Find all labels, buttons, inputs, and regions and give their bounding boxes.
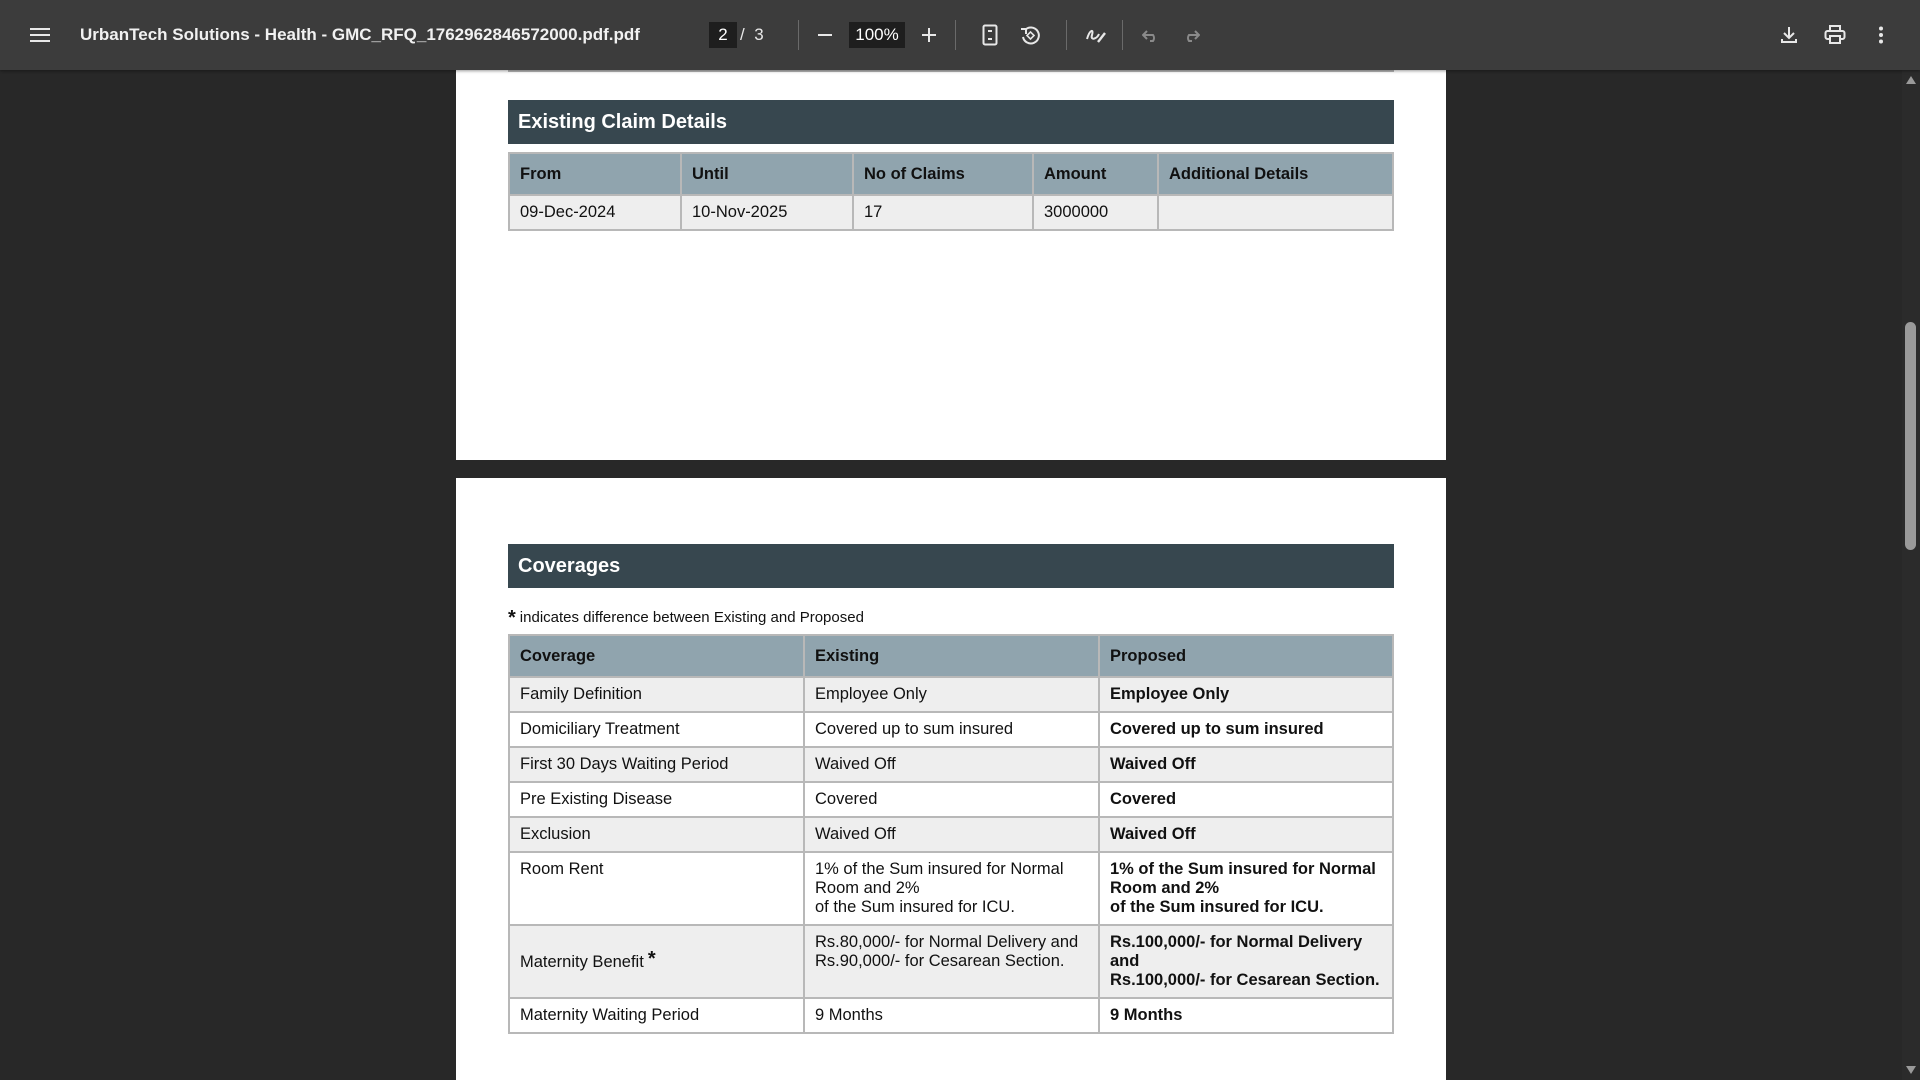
table-row: [509, 195, 1393, 230]
toolbar-divider: [1122, 20, 1123, 50]
zoom-in-icon[interactable]: [914, 20, 944, 50]
claim-until: 10-Nov-2025: [681, 195, 853, 230]
table-row: [509, 817, 1393, 852]
coverage-existing: Waived Off: [804, 817, 1099, 852]
document-title: UrbanTech Solutions - Health - GMC_RFQ_1762962846572000.pdf.pdf: [80, 25, 640, 44]
coverage-name: First 30 Days Waiting Period: [509, 747, 804, 782]
table-row: [509, 782, 1393, 817]
coverage-name: Pre Existing Disease: [509, 782, 804, 817]
zoom-level-input[interactable]: 100%: [849, 22, 905, 48]
column-header: Proposed: [1099, 635, 1393, 677]
coverage-name: Exclusion: [509, 817, 804, 852]
scrollbar-thumb[interactable]: [1905, 322, 1916, 550]
table-row: [509, 747, 1393, 782]
difference-marker: *: [647, 947, 656, 970]
scroll-down-icon[interactable]: [1906, 1066, 1916, 1074]
coverage-name: Family Definition: [509, 677, 804, 712]
coverage-name: Maternity Benefit: [520, 952, 644, 971]
pdf-toolbar: [0, 0, 1920, 70]
zoom-out-icon[interactable]: [810, 20, 840, 50]
coverage-proposed: Waived Off: [1099, 747, 1393, 782]
coverage-existing: Waived Off: [804, 747, 1099, 782]
existing-claim-details-heading: Existing Claim Details: [508, 100, 1394, 144]
column-header: Additional Details: [1158, 153, 1393, 195]
coverage-existing: Covered up to sum insured: [804, 712, 1099, 747]
download-icon[interactable]: [1774, 20, 1804, 50]
redo-icon[interactable]: [1176, 20, 1206, 50]
difference-marker: *: [508, 607, 516, 629]
coverages-table: [508, 634, 1394, 1034]
claim-count: 17: [853, 195, 1033, 230]
column-header: Existing: [804, 635, 1099, 677]
table-row: [509, 852, 1393, 925]
pdf-page-1: [456, 70, 1446, 460]
table-row: [509, 998, 1393, 1033]
undo-icon[interactable]: [1136, 20, 1166, 50]
rotate-icon[interactable]: [1014, 19, 1046, 51]
difference-note: [508, 605, 864, 628]
pdf-page-2: [456, 478, 1446, 1080]
coverage-existing: Employee Only: [804, 677, 1099, 712]
previous-table-edge-cell: [796, 70, 798, 72]
scroll-up-icon[interactable]: [1906, 76, 1916, 84]
menu-icon[interactable]: [24, 20, 56, 50]
table-row: [509, 712, 1393, 747]
vertical-scrollbar[interactable]: [1902, 70, 1920, 1080]
page-number-input[interactable]: 2: [709, 22, 737, 48]
column-header: No of Claims: [853, 153, 1033, 195]
toolbar-divider: [798, 20, 799, 50]
column-header: From: [509, 153, 681, 195]
table-row: [509, 925, 1393, 998]
coverage-name: Domiciliary Treatment: [509, 712, 804, 747]
annotate-icon[interactable]: [1080, 19, 1112, 51]
coverage-proposed: Rs.100,000/- for Normal Delivery and Rs.100,000/- for Cesarean Section.: [1099, 925, 1393, 998]
fit-page-icon[interactable]: [975, 19, 1005, 51]
claims-header-row: [509, 153, 1393, 195]
previous-table-edge: [508, 70, 1394, 72]
coverage-proposed: Waived Off: [1099, 817, 1393, 852]
table-row: [509, 677, 1393, 712]
claim-from: 09-Dec-2024: [509, 195, 681, 230]
toolbar-divider: [955, 20, 956, 50]
total-pages: 3: [754, 25, 764, 44]
coverage-proposed: Covered: [1099, 782, 1393, 817]
column-header: Until: [681, 153, 853, 195]
pdf-viewer[interactable]: [0, 70, 1902, 1080]
coverage-existing: Covered: [804, 782, 1099, 817]
coverage-name: Room Rent: [509, 852, 804, 925]
coverages-header-row: [509, 635, 1393, 677]
coverage-proposed: 9 Months: [1099, 998, 1393, 1033]
column-header: Amount: [1033, 153, 1158, 195]
toolbar-divider: [1066, 20, 1067, 50]
claim-details: [1158, 195, 1393, 230]
coverage-existing: 9 Months: [804, 998, 1099, 1033]
coverage-existing: 1% of the Sum insured for Normal Room and 2% of the Sum insured for ICU.: [804, 852, 1099, 925]
difference-note-text: indicates difference between Existing and Proposed: [519, 609, 864, 626]
coverage-name: Maternity Waiting Period: [509, 998, 804, 1033]
coverage-proposed: Covered up to sum insured: [1099, 712, 1393, 747]
claims-table: [508, 152, 1394, 231]
coverage-proposed: 1% of the Sum insured for Normal Room and 2% of the Sum insured for ICU.: [1099, 852, 1393, 925]
print-icon[interactable]: [1819, 20, 1851, 50]
page-separator: /: [740, 25, 745, 44]
coverages-heading: Coverages: [508, 544, 1394, 588]
page-count: [740, 22, 764, 48]
claim-amount: 3000000: [1033, 195, 1158, 230]
coverage-name-cell: [509, 925, 804, 998]
more-icon[interactable]: [1866, 20, 1896, 50]
column-header: Coverage: [509, 635, 804, 677]
coverage-proposed: Employee Only: [1099, 677, 1393, 712]
coverage-existing: Rs.80,000/- for Normal Delivery and Rs.90,000/- for Cesarean Section.: [804, 925, 1099, 998]
